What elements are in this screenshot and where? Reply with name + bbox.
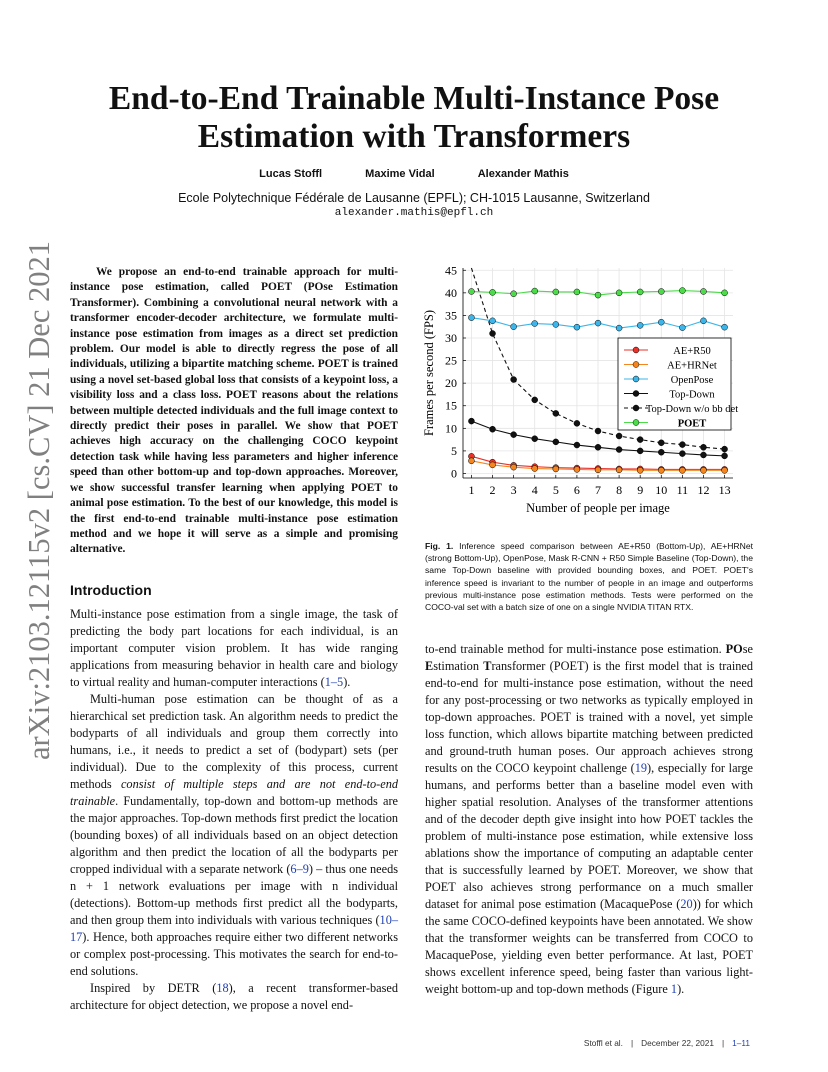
data-point-top-down	[616, 447, 622, 453]
data-point-openpose	[679, 325, 685, 331]
data-point-openpose	[616, 325, 622, 331]
x-tick-label: 4	[531, 483, 538, 497]
data-point-openpose	[595, 320, 601, 326]
x-tick-label: 7	[595, 483, 601, 497]
page-footer: Stoffl et al. | December 22, 2021 | 1–11	[583, 1038, 750, 1048]
introduction-continued	[425, 641, 753, 998]
footer-date: December 22, 2021	[641, 1038, 714, 1048]
data-point-poet	[637, 289, 643, 295]
data-point-top-down	[511, 432, 517, 438]
paper-title	[60, 80, 768, 156]
citation-link[interactable]: 20	[680, 897, 693, 911]
x-tick-label: 9	[637, 483, 644, 497]
data-point-top-down-w-o-bb-det	[532, 397, 538, 403]
data-point-poet	[700, 288, 706, 294]
citation-link[interactable]: 6–9	[290, 862, 309, 876]
x-tick-label: 12	[697, 483, 710, 497]
y-axis-label: Frames per second (FPS)	[422, 309, 436, 437]
data-point-ae-hrnet	[532, 466, 538, 472]
data-point-top-down-w-o-bb-det	[658, 440, 664, 446]
data-point-ae-hrnet	[490, 462, 496, 468]
page-number: 1–11	[732, 1038, 750, 1048]
data-point-poet	[658, 288, 664, 294]
x-axis-label: Number of people per image	[526, 501, 670, 515]
legend-swatch-marker	[633, 420, 639, 426]
data-point-top-down-w-o-bb-det	[553, 410, 559, 416]
data-point-top-down	[468, 418, 474, 424]
abstract: We propose an end-to-end trainable approach for multi-instance pose estimation, called POET (POse Estimation Transformer). Combining a convolutional neural network with a transformer encoder-decoder architecture, we formulate multi-instance pose estimation from images as a direct set prediction problem. Our model is able to directly regress the pose of all individuals, utilizing a bipartite matching scheme. POET is trained using a novel set-based global loss that consists of a keypoint loss, a visibility loss and a class loss. POET reasons about the relations between multiple detected individuals and the full image context to directly predict their poses in parallel. We show that POET achieves high accuracy on the challenging COCO keypoint detection task while having less parameters and higher inference speed than other bottom-up and top-down approaches. Moreover, we show successful transfer learning when applying POET to animal pose estimation. To the best of our knowledge, this model is the first end-to-end trainable multi-instance pose estimation method and we hope it will serve as a simple and promising alternative.	[70, 266, 398, 556]
x-tick-label: 2	[489, 483, 496, 497]
title-line-1: End-to-End Trainable Multi-Instance Pose	[108, 80, 720, 117]
data-point-openpose	[532, 321, 538, 327]
legend-entry: Top-Down	[669, 389, 715, 401]
legend-swatch-marker	[633, 391, 639, 397]
figure-label: Fig. 1.	[425, 541, 454, 551]
data-point-top-down	[722, 453, 728, 459]
arxiv-identifier: arXiv:2103.12115v2 [cs.CV] 21 Dec 2021	[22, 241, 56, 760]
data-point-ae-hrnet	[468, 458, 474, 464]
data-point-openpose	[490, 318, 496, 324]
author-name: Maxime Vidal	[365, 168, 435, 180]
x-tick-label: 1	[468, 483, 475, 497]
data-point-ae-hrnet	[658, 467, 664, 473]
footer-author: Stoffl et al.	[583, 1038, 623, 1048]
legend-entry: OpenPose	[670, 375, 714, 386]
legend-entry: AE+R50	[673, 346, 711, 357]
paragraph: Inspired by DETR (18), a recent transformer-based architecture for object detection, we propose a novel end-	[70, 981, 398, 1012]
x-tick-label: 6	[573, 483, 580, 497]
emphasis: consist of multiple steps and are not end-to-end trainable	[70, 777, 398, 808]
paragraph: Multi-instance pose estimation from a single image, the task of predicting the body part locations for each individual, is an important computer vision problem. It has wide ranging applications from measuring behavior in health care and biology to virtual reality and human-computer interactions (1–5).	[70, 607, 398, 689]
legend-swatch-marker	[633, 362, 639, 368]
fps-line-chart	[408, 262, 753, 532]
data-point-poet	[553, 289, 559, 295]
data-point-top-down	[700, 452, 706, 458]
y-tick-label: 20	[445, 376, 457, 391]
data-point-openpose	[574, 324, 580, 330]
data-point-top-down-w-o-bb-det	[616, 433, 622, 439]
data-point-openpose	[700, 318, 706, 324]
author-name: Alexander Mathis	[477, 168, 569, 180]
data-point-poet	[722, 290, 728, 296]
author-name: Lucas Stoffl	[259, 168, 323, 180]
citation-link[interactable]: 10–17	[70, 913, 398, 944]
section-heading: Introduction	[70, 582, 152, 598]
figure-caption: Fig. 1. Inference speed comparison between AE+R50 (Bottom-Up), AE+HRNet (strong Bottom-Up), OpenPose, Mask R-CNN + R50 Simple Baseline (Top-Down), the same Top-Down baseline with provided bounding boxes, and POET. POET's inference speed is invariant to the number of people in an image and outperforms previous multi-instance pose estimation methods. Tests were performed on the COCO-val set with a batch size of one on a single NVIDIA TITAN RTX.	[425, 541, 754, 613]
x-tick-label: 8	[616, 483, 623, 497]
data-point-top-down	[679, 451, 685, 457]
data-point-ae-hrnet	[637, 467, 643, 473]
data-point-ae-hrnet	[511, 464, 517, 470]
data-point-top-down	[553, 439, 559, 445]
data-point-poet	[574, 289, 580, 295]
y-tick-label: 40	[445, 285, 457, 300]
data-point-ae-hrnet	[553, 466, 559, 472]
data-point-openpose	[722, 324, 728, 330]
data-point-poet	[595, 292, 601, 298]
data-point-top-down	[637, 448, 643, 454]
data-point-poet	[532, 288, 538, 294]
data-point-openpose	[511, 324, 517, 330]
data-point-ae-hrnet	[616, 467, 622, 473]
data-point-poet	[679, 288, 685, 294]
legend-swatch-marker	[633, 405, 639, 411]
data-point-top-down-w-o-bb-det	[722, 446, 728, 452]
data-point-openpose	[553, 321, 559, 327]
citation-link[interactable]: 18	[216, 981, 229, 995]
data-point-top-down-w-o-bb-det	[490, 330, 496, 336]
legend-entry: POET	[677, 418, 707, 430]
data-point-top-down	[574, 442, 580, 448]
data-point-top-down-w-o-bb-det	[679, 442, 685, 448]
data-point-openpose	[658, 319, 664, 325]
data-point-openpose	[637, 322, 643, 328]
y-tick-label: 10	[445, 421, 457, 436]
data-point-poet	[468, 288, 474, 294]
x-tick-label: 10	[655, 483, 668, 497]
title-line-2: Estimation with Transformers	[197, 118, 631, 155]
data-point-top-down-w-o-bb-det	[595, 428, 601, 434]
affiliation: Ecole Polytechnique Fédérale de Lausanne (EPFL); CH-1015 Lausanne, Switzerland	[178, 191, 650, 205]
y-tick-label: 45	[445, 263, 457, 278]
data-point-top-down	[532, 436, 538, 442]
legend-swatch-marker	[633, 347, 639, 353]
figure-link[interactable]: 1	[670, 982, 678, 996]
y-tick-label: 15	[445, 398, 457, 413]
y-tick-label: 30	[445, 331, 457, 345]
data-point-top-down	[658, 449, 664, 455]
data-point-top-down-w-o-bb-det	[700, 444, 706, 450]
citation-link[interactable]: 19	[634, 761, 648, 775]
paragraph: to-end trainable method for multi-instance pose estimation. POse Estimation Transformer (POET) is the first model that is trained end-to-end for multi-instance pose estimation, without the need for any post-processing or two networks as typically employed in top-down approaches. POET is trained with a novel, yet simple loss function, which allows bipartite matching between predicted and ground-truth human poses. Our approach achieves strong results on the COCO keypoint challenge (19), especially for large humans, and performs better than a baseline model even with higher spatial resolution. Analyses of the transformer attentions and of the decoder depth give insight into how POET tackles the problem of multi-instance pose estimation, while extensive loss ablations show the importance of computing an adaptable center that is successfully learned by POET. Moreover, we show that POET also achieves strong performance on a much smaller dataset for animal pose estimation (MacaquePose (20)) for which the same COCO-defined keypoints have been annotated. We show that the transformer weights can be transferred from COCO to MacaquePose, yielding even better performance. At last, POET shows excellent inference speed, being faster than various light-weight bottom-up and top-down methods (Figure 1).	[425, 642, 754, 996]
citation-link[interactable]: 1–5	[324, 675, 344, 689]
legend-swatch-marker	[633, 376, 639, 382]
x-tick-label: 3	[510, 483, 517, 497]
data-point-top-down	[595, 444, 601, 450]
y-tick-label: 5	[451, 443, 457, 458]
x-tick-label: 13	[718, 483, 731, 497]
data-point-ae-hrnet	[574, 466, 580, 472]
y-tick-label: 35	[445, 308, 457, 323]
data-point-top-down-w-o-bb-det	[574, 420, 580, 426]
author-list	[0, 168, 828, 180]
introduction-body	[70, 606, 398, 1014]
paragraph: Multi-human pose estimation can be thought of as a hierarchical set prediction task. An algorithm needs to predict the bodyparts of all individuals and group them correctly into humans, i.e., it needs to predict a set of (bodypart) sets (per individual). Due to the complexity of this process, current methods consist of multiple steps and are not end-to-end trainable. Fundamentally, top-down and bottom-up methods are the major approaches. Top-down methods first predict the location (bounding boxes) of all individuals based on an object detection algorithm and then predict the location of all the bodyparts per cropped individual with a separate network (6–9) – thus one needs n + 1 network evaluations per image with n individual (detections). Bottom-up methods first predict all the bodyparts, and then group them into individuals with various techniques (10–17). Hence, both approaches require either two different networks or complex post-processing. This motivates the search for end-to-end solutions.	[70, 692, 399, 978]
data-point-top-down-w-o-bb-det	[637, 437, 643, 443]
data-point-ae-hrnet	[700, 467, 706, 473]
data-point-ae-hrnet	[679, 467, 685, 473]
x-tick-label: 11	[676, 483, 689, 497]
data-point-poet	[490, 289, 496, 295]
data-point-top-down	[490, 426, 496, 432]
legend-entry: Top-Down w/o bb det	[645, 404, 739, 415]
y-tick-label: 25	[445, 353, 457, 368]
data-point-ae-hrnet	[595, 467, 601, 473]
data-point-openpose	[468, 315, 474, 321]
x-tick-label: 5	[552, 483, 559, 497]
data-point-top-down-w-o-bb-det	[511, 377, 517, 383]
data-point-poet	[511, 291, 517, 297]
data-point-poet	[616, 290, 622, 296]
data-point-ae-hrnet	[722, 467, 728, 473]
legend-entry: AE+HRNet	[667, 360, 717, 372]
y-tick-label: 0	[451, 466, 457, 481]
email-link[interactable]: alexander.mathis@epfl.ch	[334, 207, 494, 219]
